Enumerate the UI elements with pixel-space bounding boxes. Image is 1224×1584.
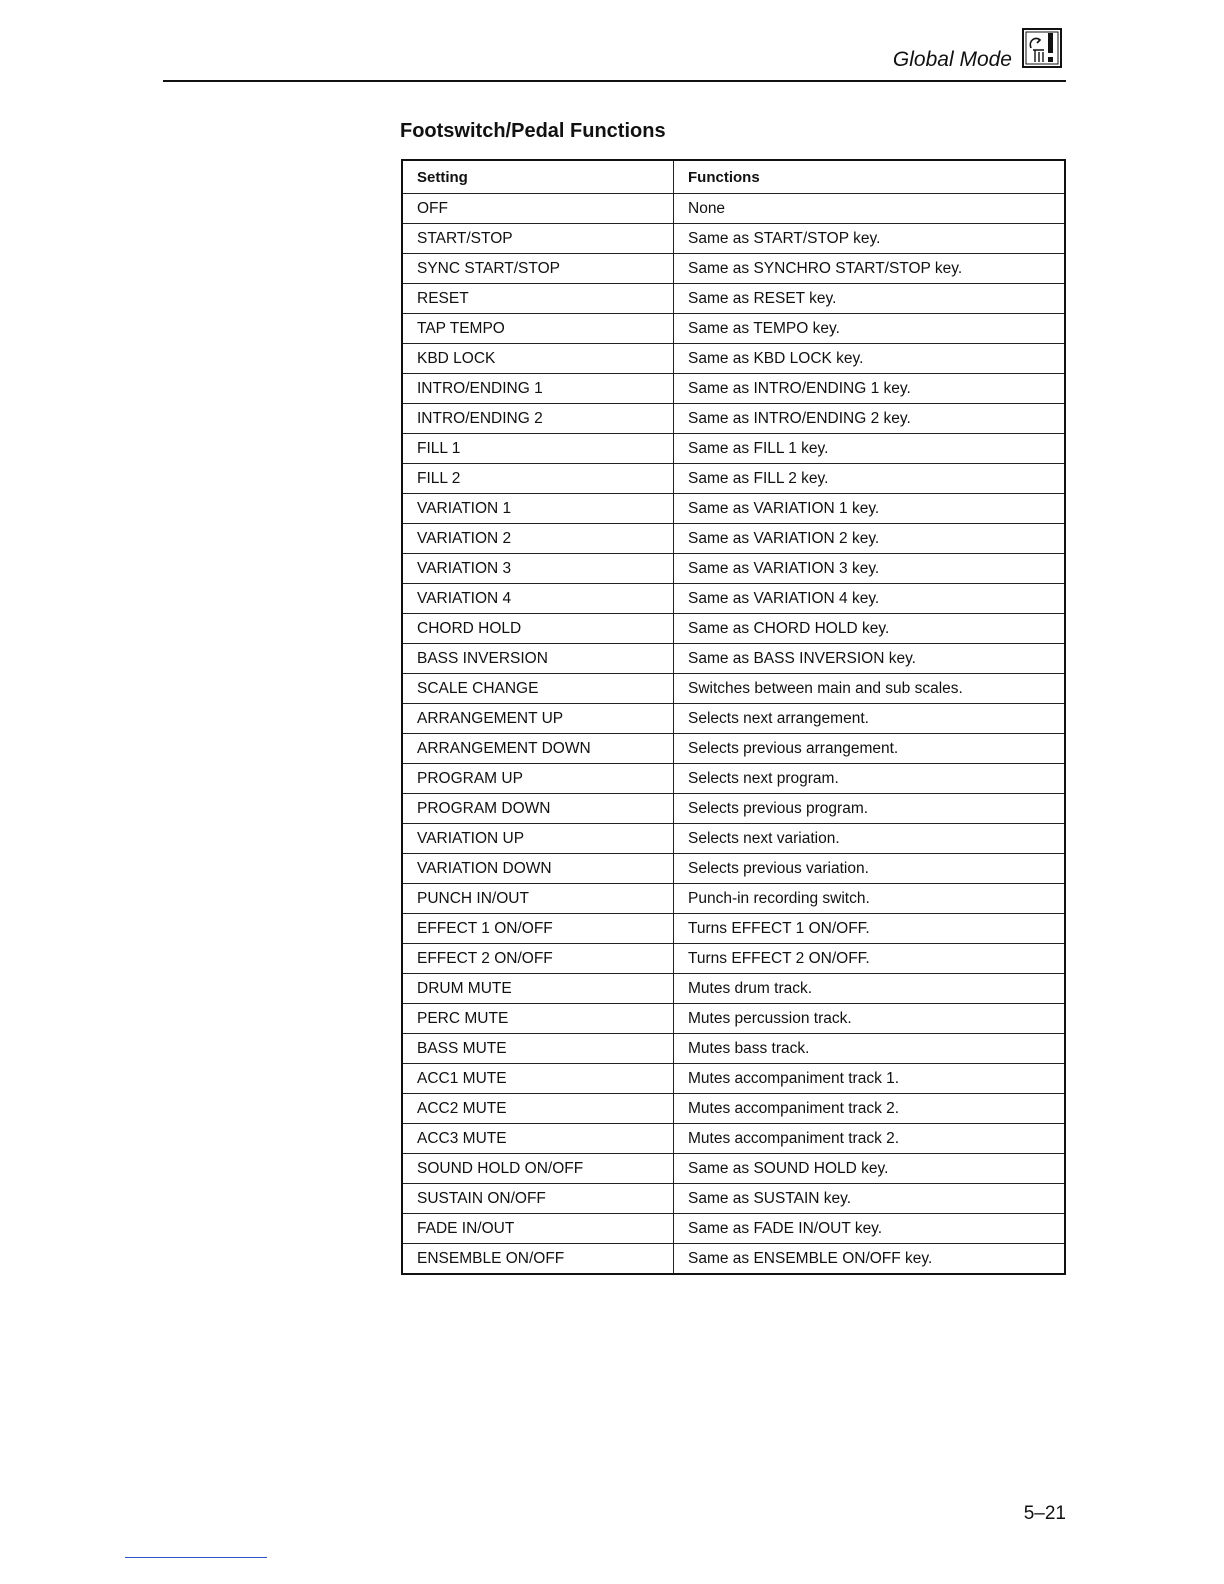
table-row <box>402 524 1065 554</box>
section-title: Footswitch/Pedal Functions <box>400 120 666 142</box>
function-cell: Same as SUSTAIN key. <box>674 1184 1066 1214</box>
setting-cell: TAP TEMPO <box>402 314 674 344</box>
function-cell: Same as INTRO/ENDING 2 key. <box>674 404 1066 434</box>
function-cell: Same as SYNCHRO START/STOP key. <box>674 254 1066 284</box>
table-row <box>402 764 1065 794</box>
function-cell: Same as CHORD HOLD key. <box>674 614 1066 644</box>
global-mode-icon <box>1020 26 1064 70</box>
setting-cell: VARIATION 1 <box>402 494 674 524</box>
table-row <box>402 734 1065 764</box>
setting-cell: EFFECT 2 ON/OFF <box>402 944 674 974</box>
setting-cell: RESET <box>402 284 674 314</box>
table-row <box>402 374 1065 404</box>
function-cell: Same as FILL 2 key. <box>674 464 1066 494</box>
setting-cell: ENSEMBLE ON/OFF <box>402 1244 674 1275</box>
function-cell: Mutes accompaniment track 1. <box>674 1064 1066 1094</box>
column-header-functions: Functions <box>674 160 1066 194</box>
function-cell: Selects next arrangement. <box>674 704 1066 734</box>
setting-cell: VARIATION 3 <box>402 554 674 584</box>
table-row <box>402 824 1065 854</box>
table-row <box>402 284 1065 314</box>
setting-cell: ACC2 MUTE <box>402 1094 674 1124</box>
setting-cell: FILL 1 <box>402 434 674 464</box>
table-row <box>402 224 1065 254</box>
function-cell: Same as KBD LOCK key. <box>674 344 1066 374</box>
table-row <box>402 494 1065 524</box>
table-row <box>402 944 1065 974</box>
table-row <box>402 344 1065 374</box>
function-cell: Same as RESET key. <box>674 284 1066 314</box>
setting-cell: ACC1 MUTE <box>402 1064 674 1094</box>
table-row <box>402 1154 1065 1184</box>
table-row <box>402 584 1065 614</box>
function-cell: Same as VARIATION 4 key. <box>674 584 1066 614</box>
table-row <box>402 614 1065 644</box>
table-row <box>402 434 1065 464</box>
table-row <box>402 1034 1065 1064</box>
setting-cell: SUSTAIN ON/OFF <box>402 1184 674 1214</box>
table-row <box>402 554 1065 584</box>
setting-cell: BASS MUTE <box>402 1034 674 1064</box>
table-row <box>402 1214 1065 1244</box>
function-cell: Same as VARIATION 3 key. <box>674 554 1066 584</box>
function-cell: Mutes accompaniment track 2. <box>674 1124 1066 1154</box>
setting-cell: BASS INVERSION <box>402 644 674 674</box>
table-row <box>402 404 1065 434</box>
table-row <box>402 1094 1065 1124</box>
function-cell: Selects previous program. <box>674 794 1066 824</box>
table-row <box>402 314 1065 344</box>
table-row <box>402 644 1065 674</box>
function-cell: Same as SOUND HOLD key. <box>674 1154 1066 1184</box>
setting-cell: ARRANGEMENT DOWN <box>402 734 674 764</box>
setting-cell: START/STOP <box>402 224 674 254</box>
column-header-setting: Setting <box>402 160 674 194</box>
table-row <box>402 1124 1065 1154</box>
function-cell: Same as START/STOP key. <box>674 224 1066 254</box>
setting-cell: PROGRAM UP <box>402 764 674 794</box>
footer-rule <box>125 1557 267 1558</box>
table-row <box>402 974 1065 1004</box>
setting-cell: SOUND HOLD ON/OFF <box>402 1154 674 1184</box>
table-header-row <box>402 160 1065 194</box>
function-cell: Same as FILL 1 key. <box>674 434 1066 464</box>
table-row <box>402 194 1065 224</box>
setting-cell: CHORD HOLD <box>402 614 674 644</box>
function-cell: Selects next variation. <box>674 824 1066 854</box>
table-row <box>402 704 1065 734</box>
header-title: Global Mode <box>892 48 1012 71</box>
table-row <box>402 464 1065 494</box>
setting-cell: PROGRAM DOWN <box>402 794 674 824</box>
page-number: 5–21 <box>1023 1503 1066 1524</box>
table-row <box>402 794 1065 824</box>
function-cell: Mutes bass track. <box>674 1034 1066 1064</box>
setting-cell: VARIATION 4 <box>402 584 674 614</box>
function-cell: Same as FADE IN/OUT key. <box>674 1214 1066 1244</box>
table-row <box>402 254 1065 284</box>
table-body <box>402 194 1065 1275</box>
function-cell: Turns EFFECT 2 ON/OFF. <box>674 944 1066 974</box>
setting-cell: FILL 2 <box>402 464 674 494</box>
table-row <box>402 1184 1065 1214</box>
function-cell: Same as INTRO/ENDING 1 key. <box>674 374 1066 404</box>
table-row <box>402 1064 1065 1094</box>
footswitch-functions-table <box>401 159 1066 1275</box>
page-header <box>163 24 1066 82</box>
function-cell: Turns EFFECT 1 ON/OFF. <box>674 914 1066 944</box>
table-row <box>402 1004 1065 1034</box>
function-cell: Same as TEMPO key. <box>674 314 1066 344</box>
function-cell: Same as VARIATION 1 key. <box>674 494 1066 524</box>
function-cell: Selects previous arrangement. <box>674 734 1066 764</box>
function-cell: Punch-in recording switch. <box>674 884 1066 914</box>
function-cell: Same as VARIATION 2 key. <box>674 524 1066 554</box>
table-row <box>402 674 1065 704</box>
setting-cell: SCALE CHANGE <box>402 674 674 704</box>
setting-cell: PERC MUTE <box>402 1004 674 1034</box>
setting-cell: ACC3 MUTE <box>402 1124 674 1154</box>
setting-cell: INTRO/ENDING 1 <box>402 374 674 404</box>
setting-cell: VARIATION UP <box>402 824 674 854</box>
setting-cell: VARIATION 2 <box>402 524 674 554</box>
setting-cell: DRUM MUTE <box>402 974 674 1004</box>
function-cell: Selects previous variation. <box>674 854 1066 884</box>
setting-cell: SYNC START/STOP <box>402 254 674 284</box>
function-cell: Same as ENSEMBLE ON/OFF key. <box>674 1244 1066 1275</box>
function-cell: Same as BASS INVERSION key. <box>674 644 1066 674</box>
table-row <box>402 854 1065 884</box>
function-cell: Switches between main and sub scales. <box>674 674 1066 704</box>
setting-cell: EFFECT 1 ON/OFF <box>402 914 674 944</box>
function-cell: Mutes accompaniment track 2. <box>674 1094 1066 1124</box>
setting-cell: FADE IN/OUT <box>402 1214 674 1244</box>
function-cell: None <box>674 194 1066 224</box>
table-row <box>402 1244 1065 1275</box>
setting-cell: OFF <box>402 194 674 224</box>
function-cell: Mutes drum track. <box>674 974 1066 1004</box>
setting-cell: ARRANGEMENT UP <box>402 704 674 734</box>
setting-cell: KBD LOCK <box>402 344 674 374</box>
function-cell: Mutes percussion track. <box>674 1004 1066 1034</box>
setting-cell: INTRO/ENDING 2 <box>402 404 674 434</box>
setting-cell: PUNCH IN/OUT <box>402 884 674 914</box>
table-row <box>402 884 1065 914</box>
table-row <box>402 914 1065 944</box>
function-cell: Selects next program. <box>674 764 1066 794</box>
setting-cell: VARIATION DOWN <box>402 854 674 884</box>
